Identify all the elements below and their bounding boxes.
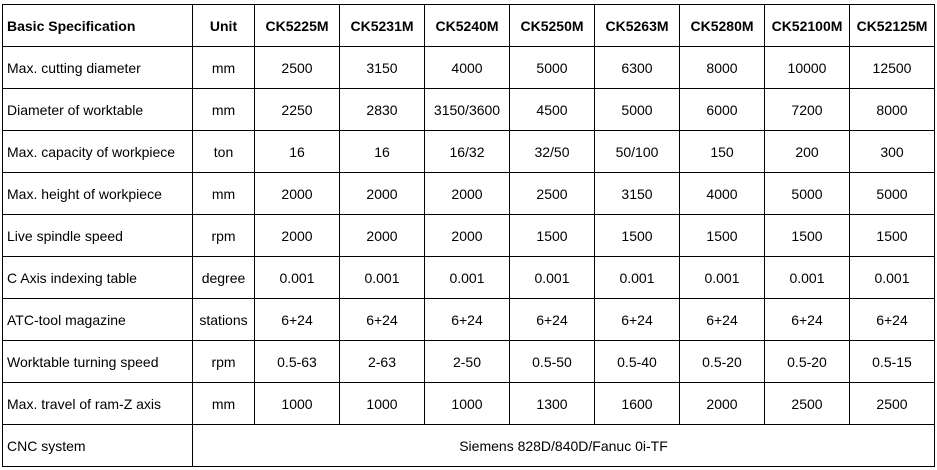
table-row: [3, 47, 935, 89]
value-cell: 0.5-50: [510, 341, 595, 383]
value-cell: 7200: [765, 89, 850, 131]
header-cell: CK5280M: [680, 5, 765, 47]
unit-cell: rpm: [193, 215, 255, 257]
value-cell: 2500: [510, 173, 595, 215]
table-row-cnc-system: [3, 425, 935, 467]
value-cell: 2500: [850, 383, 935, 425]
value-cell: 5000: [595, 89, 680, 131]
value-cell: 3150: [595, 173, 680, 215]
value-cell: 1500: [765, 215, 850, 257]
row-label: C Axis indexing table: [3, 257, 193, 299]
value-cell: 32/50: [510, 131, 595, 173]
value-cell: 1500: [510, 215, 595, 257]
table-row: [3, 89, 935, 131]
value-cell: 1600: [595, 383, 680, 425]
value-cell: 2000: [425, 215, 510, 257]
value-cell: 0.5-20: [765, 341, 850, 383]
cnc-system-value: Siemens 828D/840D/Fanuc 0i-TF: [193, 425, 935, 467]
value-cell: 2000: [425, 173, 510, 215]
value-cell: 200: [765, 131, 850, 173]
table-row: [3, 341, 935, 383]
value-cell: 0.5-15: [850, 341, 935, 383]
value-cell: 0.001: [595, 257, 680, 299]
value-cell: 6300: [595, 47, 680, 89]
value-cell: 2000: [680, 383, 765, 425]
value-cell: 2-63: [340, 341, 425, 383]
unit-cell: stations: [193, 299, 255, 341]
value-cell: 16: [255, 131, 340, 173]
value-cell: 6+24: [680, 299, 765, 341]
value-cell: 16/32: [425, 131, 510, 173]
value-cell: 1500: [595, 215, 680, 257]
value-cell: 2000: [255, 173, 340, 215]
header-cell: CK5225M: [255, 5, 340, 47]
row-label: ATC-tool magazine: [3, 299, 193, 341]
value-cell: 2000: [340, 215, 425, 257]
table-row: [3, 215, 935, 257]
table-row: [3, 299, 935, 341]
header-cell: Unit: [193, 5, 255, 47]
value-cell: 2-50: [425, 341, 510, 383]
value-cell: 12500: [850, 47, 935, 89]
value-cell: 1000: [425, 383, 510, 425]
unit-cell: ton: [193, 131, 255, 173]
unit-cell: mm: [193, 383, 255, 425]
value-cell: 0.001: [680, 257, 765, 299]
header-cell: CK5240M: [425, 5, 510, 47]
value-cell: 1500: [850, 215, 935, 257]
value-cell: 0.001: [255, 257, 340, 299]
value-cell: 5000: [850, 173, 935, 215]
value-cell: 150: [680, 131, 765, 173]
unit-cell: mm: [193, 173, 255, 215]
value-cell: 2500: [765, 383, 850, 425]
value-cell: 2000: [255, 215, 340, 257]
value-cell: 5000: [510, 47, 595, 89]
value-cell: 0.001: [765, 257, 850, 299]
value-cell: 0.001: [425, 257, 510, 299]
value-cell: 2830: [340, 89, 425, 131]
value-cell: 4500: [510, 89, 595, 131]
unit-cell: mm: [193, 89, 255, 131]
value-cell: 6+24: [765, 299, 850, 341]
value-cell: 8000: [850, 89, 935, 131]
value-cell: 0.5-40: [595, 341, 680, 383]
value-cell: 0.5-63: [255, 341, 340, 383]
row-label: Max. cutting diameter: [3, 47, 193, 89]
header-cell: CK5231M: [340, 5, 425, 47]
value-cell: 2250: [255, 89, 340, 131]
header-cell: CK52100M: [765, 5, 850, 47]
value-cell: 4000: [425, 47, 510, 89]
value-cell: 3150/3600: [425, 89, 510, 131]
value-cell: 0.001: [510, 257, 595, 299]
header-cell: Basic Specification: [3, 5, 193, 47]
value-cell: 6+24: [425, 299, 510, 341]
header-cell: CK5250M: [510, 5, 595, 47]
value-cell: 1000: [255, 383, 340, 425]
row-label: Diameter of worktable: [3, 89, 193, 131]
header-row: [3, 5, 935, 47]
value-cell: 1300: [510, 383, 595, 425]
unit-cell: degree: [193, 257, 255, 299]
value-cell: 6000: [680, 89, 765, 131]
value-cell: 8000: [680, 47, 765, 89]
specification-table: [2, 4, 935, 467]
header-cell: CK5263M: [595, 5, 680, 47]
row-label: Max. capacity of workpiece: [3, 131, 193, 173]
unit-cell: rpm: [193, 341, 255, 383]
value-cell: 50/100: [595, 131, 680, 173]
unit-cell: mm: [193, 47, 255, 89]
row-label: Worktable turning speed: [3, 341, 193, 383]
row-label: Max. height of workpiece: [3, 173, 193, 215]
value-cell: 0.001: [850, 257, 935, 299]
table-row: [3, 131, 935, 173]
row-label: CNC system: [3, 425, 193, 467]
table-body: [3, 47, 935, 467]
value-cell: 16: [340, 131, 425, 173]
value-cell: 3150: [340, 47, 425, 89]
value-cell: 6+24: [255, 299, 340, 341]
table-row: [3, 173, 935, 215]
value-cell: 0.5-20: [680, 341, 765, 383]
value-cell: 6+24: [850, 299, 935, 341]
value-cell: 6+24: [595, 299, 680, 341]
value-cell: 10000: [765, 47, 850, 89]
row-label: Max. travel of ram-Z axis: [3, 383, 193, 425]
value-cell: 2500: [255, 47, 340, 89]
value-cell: 300: [850, 131, 935, 173]
value-cell: 6+24: [340, 299, 425, 341]
value-cell: 2000: [340, 173, 425, 215]
value-cell: 6+24: [510, 299, 595, 341]
header-cell: CK52125M: [850, 5, 935, 47]
value-cell: 5000: [765, 173, 850, 215]
row-label: Live spindle speed: [3, 215, 193, 257]
value-cell: 1500: [680, 215, 765, 257]
value-cell: 1000: [340, 383, 425, 425]
value-cell: 4000: [680, 173, 765, 215]
table-row: [3, 257, 935, 299]
table-row: [3, 383, 935, 425]
value-cell: 0.001: [340, 257, 425, 299]
